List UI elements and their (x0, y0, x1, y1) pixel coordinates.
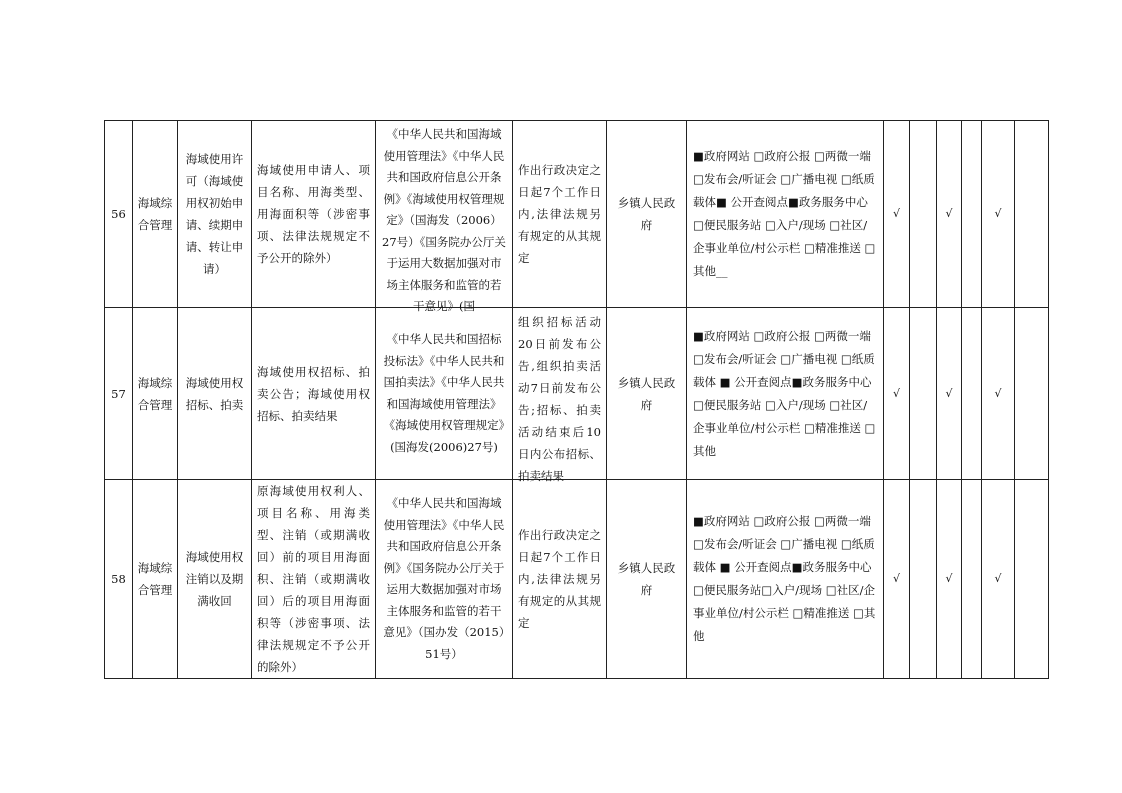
basis-cell: 《中华人民共和国海域使用管理法》《中华人民共和国政府信息公开条例》《国务院办公厅关于运用大数据加强对市场主体服务和监管的若干意见》（国办发（2015）51号） (376, 480, 513, 679)
channels-text: ■政府网站 □政府公报 □两微一端 □发布会/听证会 □广播电视 □纸质载体■ 公开查阅点■政务服务中心 □便民服务站 □入户/现场 □社区/企事业单位/村公示栏 □精准推送 □其他__ (693, 149, 876, 278)
check-mark: √ (884, 480, 910, 679)
item-cell: 海域使用许可（海域使用权初始申请、续期申请、转让申请） (178, 121, 252, 308)
check-mark (910, 308, 937, 480)
channels-text: ■政府网站 □政府公报 □两微一端 □发布会/听证会 □广播电视 □纸质载体 ■ 公开查阅点■政务服务中心 □便民服务站 □入户/现场 □社区/企事业单位/村公示栏 □精准推送 □其他 (693, 328, 876, 458)
check-mark (1015, 308, 1049, 480)
check-mark: √ (982, 308, 1015, 480)
basis-cell (376, 121, 513, 313)
subject-cell: 乡镇人民政府 (607, 121, 687, 308)
channels-cell (687, 308, 884, 480)
time-limit-cell: 作出行政决定之日起7个工作日内,法律法规另有规定的从其规定 (513, 121, 607, 308)
row-number: 56 (105, 121, 133, 308)
item-cell: 海域使用权招标、拍卖 (178, 308, 252, 480)
table-row (105, 480, 1049, 679)
check-mark: √ (982, 480, 1015, 679)
check-mark: √ (937, 480, 962, 679)
category-cell: 海域综合管理 (133, 121, 178, 308)
table-row (105, 121, 1049, 308)
check-mark (1015, 121, 1049, 308)
check-mark (962, 480, 982, 679)
row-number: 57 (105, 308, 133, 480)
channels-cell (687, 121, 884, 308)
row-number: 58 (105, 480, 133, 679)
basis-cell (376, 308, 513, 480)
content-cell: 海域使用权招标、拍卖公告；海域使用权招标、拍卖结果 (252, 308, 376, 480)
check-mark (910, 480, 937, 679)
check-mark: √ (982, 121, 1015, 308)
category-cell: 海域综合管理 (133, 480, 178, 679)
content-cell: 海域使用申请人、项目名称、用海类型、用海面积等（涉密事项、法律法规规定不予公开的除外） (252, 121, 376, 308)
check-mark: √ (937, 121, 962, 308)
table-row (105, 308, 1049, 480)
category-cell: 海域综合管理 (133, 308, 178, 480)
check-mark (910, 121, 937, 308)
check-mark (962, 121, 982, 308)
time-limit-text: 组织招标活动20日前发布公告,组织拍卖活动7日前发布公告;招标、拍卖活动结束后10日内公布招标、拍卖结果 (518, 314, 601, 483)
check-mark: √ (884, 308, 910, 480)
time-limit-cell (513, 308, 607, 483)
channels-cell: ■政府网站 □政府公报 □两微一端 □发布会/听证会 □广播电视 □纸质载体 ■ 公开查阅点■政务服务中心 □便民服务站□入户/现场 □社区/企事业单位/村公示栏 □精准推送 □其他 (687, 480, 884, 679)
time-limit-cell: 作出行政决定之日起7个工作日内,法律法规另有规定的从其规定 (513, 480, 607, 679)
content-cell: 原海域使用权利人、项目名称、用海类型、注销（或期满收回）前的项目用海面积、注销（或期满收回）后的项目用海面积等（涉密事项、法律法规规定不予公开的除外） (252, 480, 376, 679)
subject-cell: 乡镇人民政府 (607, 480, 687, 679)
check-mark (962, 308, 982, 480)
check-mark: √ (937, 308, 962, 480)
item-cell: 海域使用权注销以及期满收回 (178, 480, 252, 679)
basis-text: 《中华人民共和国海域使用管理法》《中华人民共和国政府信息公开条例》《海域使用权管理规定》（国海发（2006）27号）《国务院办公厅关于运用大数据加强对市场主体服务和监管的若干意见》(国 (382, 127, 506, 313)
basis-text: 《中华人民共和国招标投标法》《中华人民共和国拍卖法》《中华人民共和国海域使用管理法》《海域使用权管理规定》(国海发(2006)27号) (383, 332, 505, 454)
disclosure-table (104, 120, 1049, 679)
check-mark (1015, 480, 1049, 679)
subject-cell: 乡镇人民政府 (607, 308, 687, 480)
check-mark: √ (884, 121, 910, 308)
